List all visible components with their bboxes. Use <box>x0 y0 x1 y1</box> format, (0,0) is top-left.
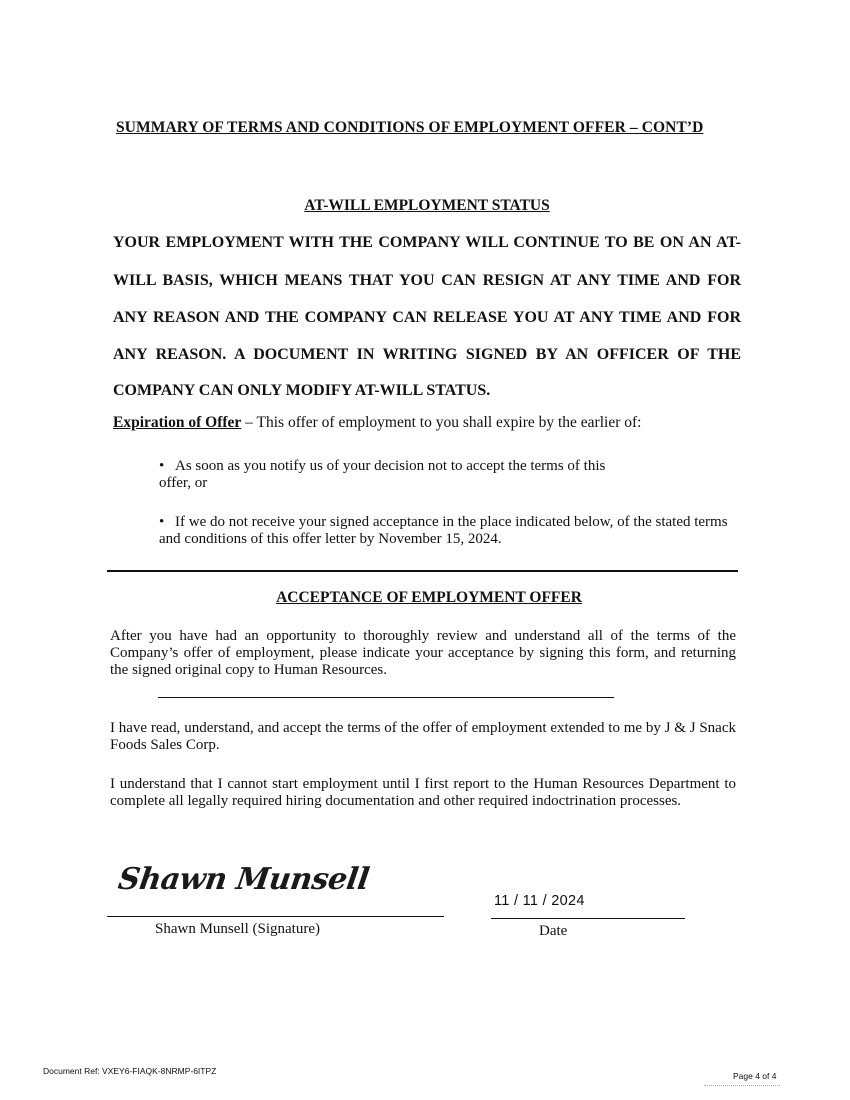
signature-line <box>107 916 444 917</box>
at-will-line: YOUR EMPLOYMENT WITH THE COMPANY WILL CONTINUE TO BE ON AN AT- <box>113 234 741 251</box>
signature-date: 11 / 11 / 2024 <box>494 893 585 909</box>
expiration-paragraph <box>113 414 641 432</box>
section-divider <box>107 570 738 572</box>
at-will-line: ANY REASON AND THE COMPANY CAN RELEASE YOU AT ANY TIME AND FOR <box>113 309 741 326</box>
bullet-icon: • <box>159 514 165 530</box>
requirements-paragraph: I understand that I cannot start employment until I first report to the Human Resources Department to complete all legally required hiring documentation and other required indoctrination processes. <box>110 776 736 809</box>
at-will-line: COMPANY CAN ONLY MODIFY AT-WILL STATUS. <box>113 382 491 399</box>
signature-caption: Shawn Munsell (Signature) <box>155 921 320 937</box>
blank-signature-line <box>158 697 614 698</box>
page-header: SUMMARY OF TERMS AND CONDITIONS OF EMPLOYMENT OFFER – CONT’D <box>116 119 704 136</box>
document-reference: Document Ref: VXEY6-FIAQK-8NRMP-6ITPZ <box>43 1066 217 1076</box>
footer-dotted-mark <box>704 1085 780 1086</box>
page-number: Page 4 of 4 <box>733 1071 777 1081</box>
date-caption: Date <box>539 923 568 939</box>
at-will-line: WILL BASIS, WHICH MEANS THAT YOU CAN RESIGN AT ANY TIME AND FOR <box>113 272 741 289</box>
at-will-heading: AT-WILL EMPLOYMENT STATUS <box>304 197 550 214</box>
expiration-text: – This offer of employment to you shall expire by the earlier of: <box>241 414 642 431</box>
expiration-bullet: • As soon as you notify us of your decision not to accept the terms of this offer, or <box>159 458 606 491</box>
acceptance-paragraph: After you have had an opportunity to thoroughly review and understand all of the terms of the Company’s offer of employment, please indicate your acceptance by signing this form, and returning the signed original copy to Human Resources. <box>110 628 736 678</box>
acceptance-heading: ACCEPTANCE OF EMPLOYMENT OFFER <box>276 589 582 606</box>
expiration-bullet: • If we do not receive your signed acceptance in the place indicated below, of the stated terms and conditions of this offer letter by November 15, 2024. <box>159 514 728 547</box>
acceptance-statement: I have read, understand, and accept the terms of the offer of employment extended to me by J & J Snack Foods Sales Corp. <box>110 720 736 753</box>
bullet-icon: • <box>159 458 165 474</box>
at-will-line: ANY REASON. A DOCUMENT IN WRITING SIGNED BY AN OFFICER OF THE <box>113 346 741 363</box>
expiration-label: Expiration of Offer <box>113 414 242 431</box>
date-line <box>491 918 685 919</box>
handwritten-signature: Shawn Munsell <box>116 862 372 897</box>
